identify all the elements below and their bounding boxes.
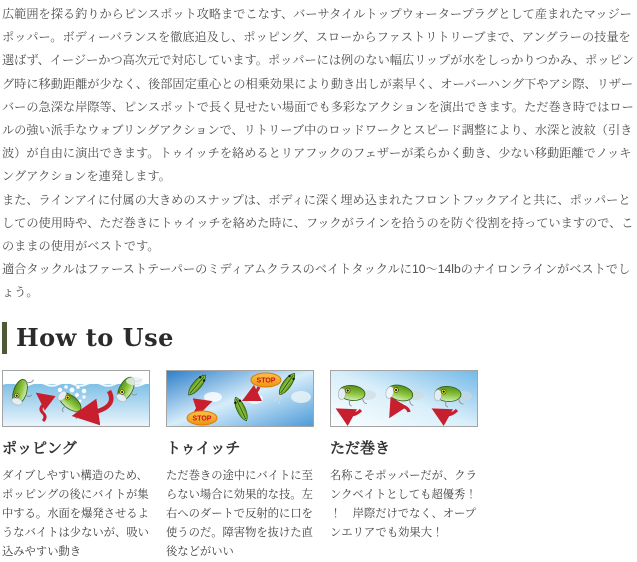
popping-illustration [2,370,150,427]
technique-description: ただ巻きの途中にバイトに至らない場合に効果的な技。左右へのダートで反射的に口を使うのだ。障害物を抜けた直後などがいい [166,469,313,558]
technique-name: トゥイッチ [166,439,241,457]
technique-steady-retrieve [330,370,480,543]
technique-columns [2,370,635,562]
intro-paragraph: 適合タックルはファーストテーパーのミディアムクラスのベイトタックルに10〜14lbのナイロンラインがベストでしょう。 [2,262,631,300]
technique-name: ただ巻き [330,439,391,457]
intro-paragraph: 広範囲を探る釣りからピンスポット攻略までこなす、バーサタイルトップウォータープラグとして産まれたマッジーポッパー。ボディーバランスを徹底追及し、ポッピング、スローからファストリトリーブまで、アングラーの技量を選ばず、イージーかつ高次元で対応しています。ポッパーには例のない幅広リップが水をしっかりつかみ、ポッピング時に移動距離が少なく、後部固定重心との相乗効果により動き出しが素早く、オーバーハング下やアシ際、リザーバーの急深な岸際等、ピンスポットで長く見せたい場面でも多彩なアクションを演出できます。ただ巻き時ではロールの強い派手なウォブリングアクションで、リトリーブ中のロッドワークとスピード調整により、水深と波紋（引き波）が自由に演出できます。トゥイッチを絡めるとリアフックのフェザーが柔らかく動き、少ない移動距離でノッキングアクションを連発します。 [2,7,634,184]
steady-retrieve-illustration [330,370,478,427]
technique-popping [2,370,152,562]
technique-twitch [166,370,316,562]
product-intro [2,3,635,305]
intro-paragraph: また、ラインアイに付属の大きめのスナップは、ボディに深く埋め込まれたフロントフックアイと共に、ポッパーとしての使用時や、ただ巻きにトゥイッチを絡めた時に、フックがラインを拾うのを防ぐ役割を持っていますので、このままの使用がベストです。 [2,192,634,254]
technique-description: ダイブしやすい構造のため、ポッピングの後にバイトが集中する。水面を爆発させるようなバイトは少ないが、吸い込みやすい動き [2,469,149,558]
stop-badge-top [251,373,281,387]
technique-name: ポッピング [2,439,77,457]
technique-description: 名称こそポッパーだが、クランクベイトとしても超優秀！！ 岸際だけでなく、オープンエリアでも効果大！ [330,469,477,539]
stop-label: STOP [256,377,276,385]
stop-badge-bottom [187,411,217,425]
stop-label: STOP [192,415,212,423]
twitch-illustration [166,370,314,427]
how-to-use-heading: How to Use [2,322,635,354]
